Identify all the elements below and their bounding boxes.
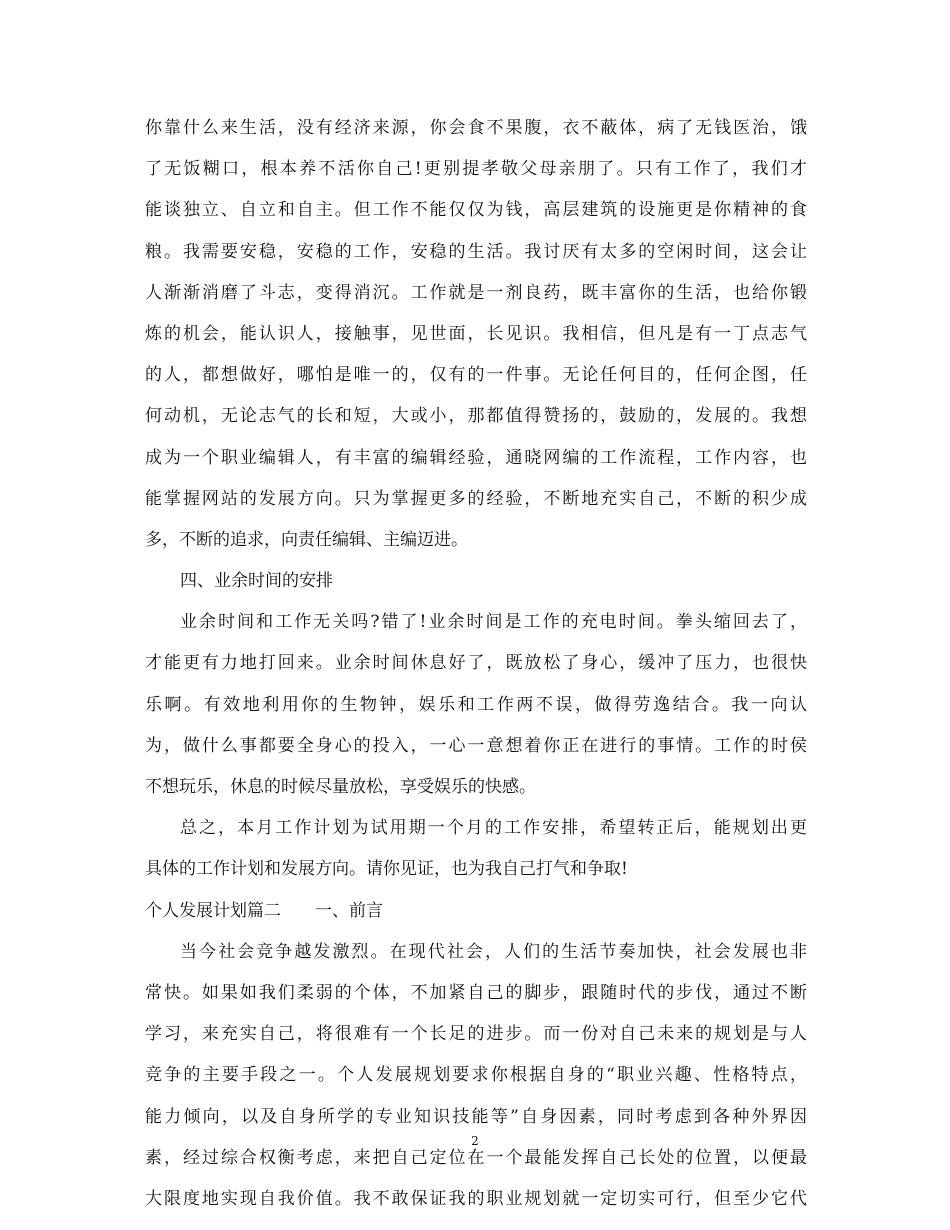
text-line: 业余时间和工作无关吗?错了!业余时间是工作的充电时间。拳头缩回去了， (180, 612, 807, 633)
text-line: 为，做什么事都要全身心的投入，一心一意想着你正在进行的事情。工作的时侯 (145, 735, 807, 756)
article-title: 个人发展计划篇二 (145, 900, 281, 921)
document-body (145, 108, 807, 1220)
text-line: 成为一个职业编辑人，有丰富的编辑经验，通晓网编的工作流程，工作内容，也 (145, 447, 807, 468)
text-line: 能力倾向，以及自身所学的专业知识技能等”自身因素，同时考虑到各种外界因 (145, 1106, 807, 1127)
text-line: 的人，都想做好，哪怕是唯一的，仅有的一件事。无论任何目的，任何企图，任 (145, 365, 807, 386)
text-line: 才能更有力地打回来。业余时间休息好了，既放松了身心，缓冲了压力，也很快 (145, 653, 807, 674)
text-line: 具体的工作计划和发展方向。请你见证，也为我自己打气和争取! (145, 859, 628, 880)
text-line: 多，不断的追求，向责任编辑、主编迈进。 (145, 529, 468, 550)
text-line: 人渐渐消磨了斗志，变得消沉。工作就是一剂良药，既丰富你的生活，也给你锻 (145, 282, 807, 303)
text-line: 能谈独立、自立和自主。但工作不能仅仅为钱，高层建筑的设施更是你精神的食 (145, 200, 807, 221)
section-heading: 四、业余时间的安排 (180, 571, 333, 592)
text-line: 粮。我需要安稳，安稳的工作，安稳的生活。我讨厌有太多的空闲时间，这会让 (145, 241, 807, 262)
text-line: 乐啊。有效地利用你的生物钟，娱乐和工作两不误，做得劳逸结合。我一向认 (145, 694, 807, 715)
text-line: 竞争的主要手段之一。个人发展规划要求你根据自身的“职业兴趣、性格特点， (145, 1065, 807, 1086)
page-number: 2 (471, 1134, 479, 1148)
text-line: 大限度地实现自我价值。我不敢保证我的职业规划就一定切实可行，但至少它代 (145, 1188, 807, 1209)
text-line: 何动机，无论志气的长和短，大或小，那都值得赞扬的，鼓励的，发展的。我想 (145, 406, 807, 427)
article-title-line (145, 891, 807, 932)
text-line: 当今社会竞争越发激烈。在现代社会，人们的生活节奏加快，社会发展也非 (180, 941, 807, 962)
section-heading: 一、前言 (315, 900, 383, 921)
text-line: 不想玩乐，休息的时候尽量放松，享受娱乐的快感。 (145, 777, 536, 797)
text-line: 了无饭糊口，根本养不活你自己!更别提孝敬父母亲朋了。只有工作了，我们才 (145, 159, 807, 180)
text-line: 能掌握网站的发展方向。只为掌握更多的经验，不断地充实自己，不断的积少成 (145, 488, 807, 509)
text-line: 素，经过综合权衡考虑，来把自己定位在一个最能发挥自己长处的位置，以便最 (145, 1147, 807, 1168)
text-line: 总之，本月工作计划为试用期一个月的工作安排，希望转正后，能规划出更 (180, 818, 807, 839)
text-line: 你靠什么来生活，没有经济来源，你会食不果腹，衣不蔽体，病了无钱医治，饿 (145, 118, 807, 138)
text-line: 炼的机会，能认识人，接触事，见世面，长见识。我相信，但凡是有一丁点志气 (145, 323, 807, 344)
text-line: 常快。如果如我们柔弱的个体，不加紧自己的脚步，跟随时代的步伐，通过不断 (145, 982, 807, 1003)
text-line: 学习，来充实自己，将很难有一个长足的进步。而一份对自己未来的规划是与人 (145, 1024, 807, 1045)
